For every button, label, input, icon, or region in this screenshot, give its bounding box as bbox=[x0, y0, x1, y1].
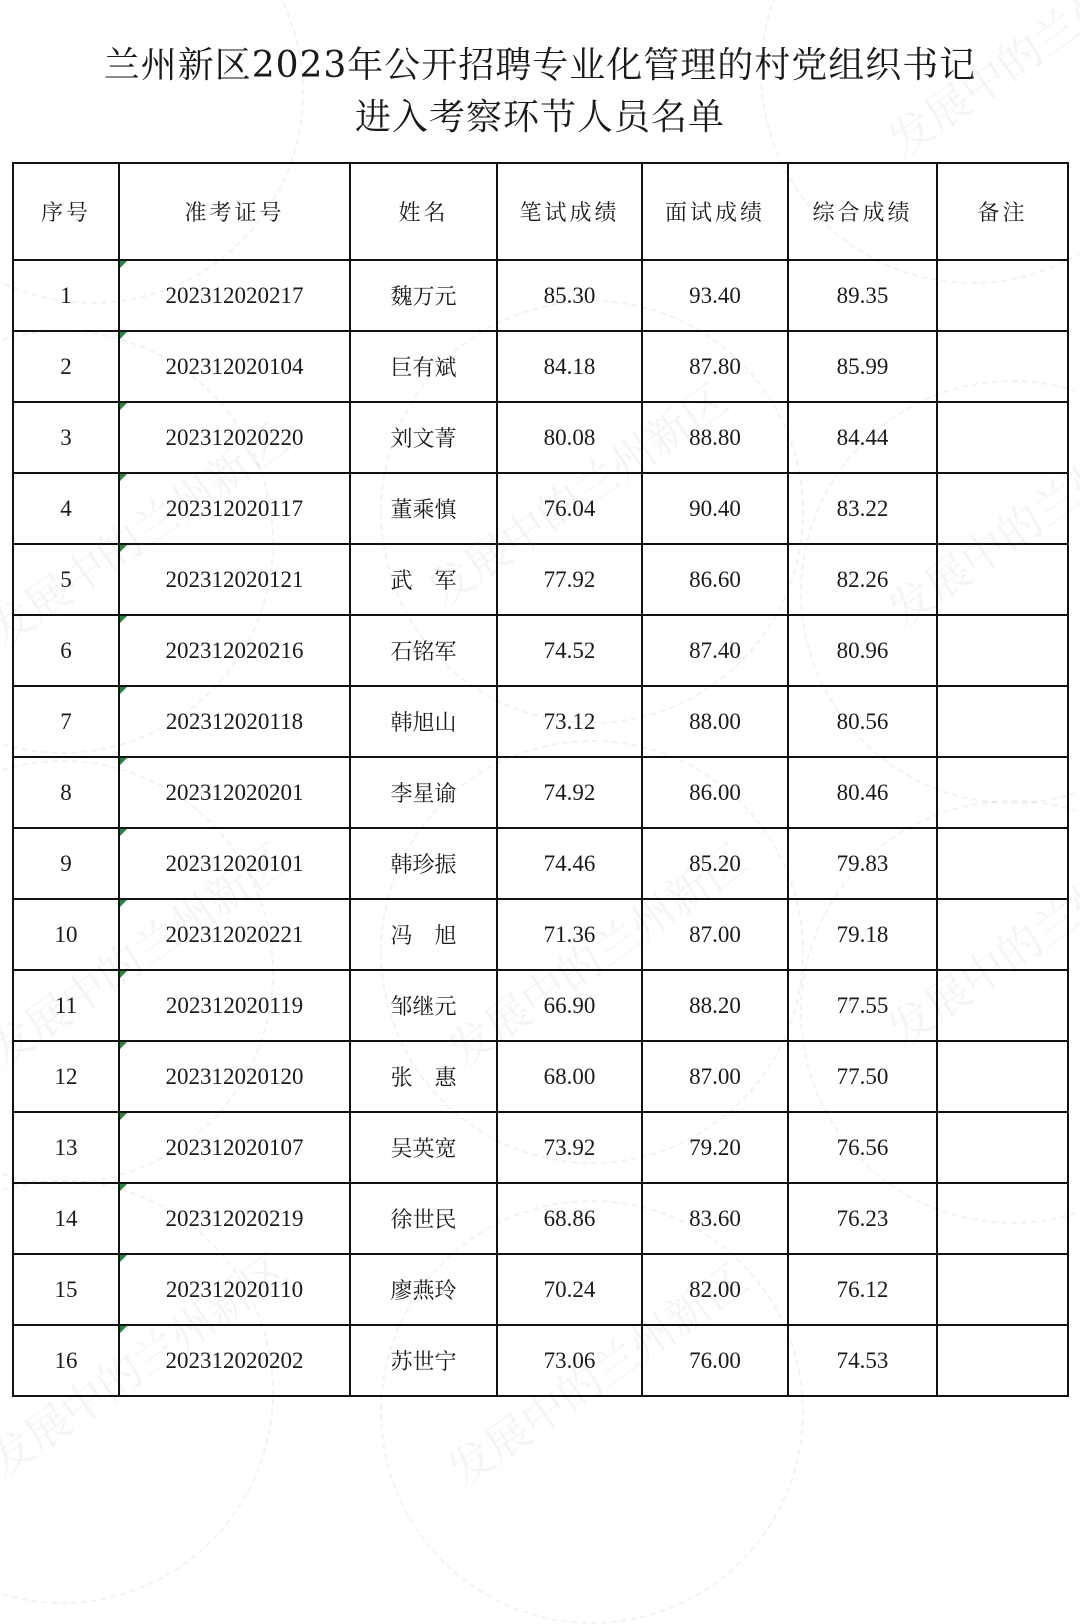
table-row bbox=[13, 1112, 1068, 1183]
cell-written-score: 73.12 bbox=[497, 686, 642, 757]
cell-index: 11 bbox=[13, 970, 119, 1041]
ticket-value: 202312020117 bbox=[165, 495, 304, 521]
cell-index: 1 bbox=[13, 260, 119, 331]
table-row bbox=[13, 260, 1068, 331]
cell-interview-score: 82.00 bbox=[642, 1254, 788, 1325]
cell-remark bbox=[937, 1041, 1068, 1112]
cell-interview-score: 83.60 bbox=[642, 1183, 788, 1254]
cell-total-score: 77.55 bbox=[788, 970, 937, 1041]
cell-interview-score: 87.00 bbox=[642, 1041, 788, 1112]
cell-total-score: 76.23 bbox=[788, 1183, 937, 1254]
cell-index: 2 bbox=[13, 331, 119, 402]
cell-index: 4 bbox=[13, 473, 119, 544]
cell-ticket bbox=[119, 331, 350, 402]
cell-interview-score: 90.40 bbox=[642, 473, 788, 544]
header-ticket: 准考证号 bbox=[119, 163, 350, 260]
cell-index: 16 bbox=[13, 1325, 119, 1396]
cell-written-score: 70.24 bbox=[497, 1254, 642, 1325]
cell-total-score: 83.22 bbox=[788, 473, 937, 544]
cell-name: 韩旭山 bbox=[350, 686, 497, 757]
cell-name: 廖燕玲 bbox=[350, 1254, 497, 1325]
cell-remark bbox=[937, 473, 1068, 544]
table-row bbox=[13, 473, 1068, 544]
cell-written-score: 73.06 bbox=[497, 1325, 642, 1396]
cell-ticket bbox=[119, 757, 350, 828]
cell-remark bbox=[937, 1254, 1068, 1325]
ticket-value: 202312020219 bbox=[165, 1205, 304, 1231]
table-row bbox=[13, 686, 1068, 757]
cell-ticket bbox=[119, 260, 350, 331]
cell-total-score: 82.26 bbox=[788, 544, 937, 615]
cell-remark bbox=[937, 686, 1068, 757]
title-line-1: 兰州新区2023年公开招聘专业化管理的村党组织书记 bbox=[103, 45, 977, 86]
cell-index: 15 bbox=[13, 1254, 119, 1325]
table-row bbox=[13, 828, 1068, 899]
cell-interview-score: 88.20 bbox=[642, 970, 788, 1041]
cell-marker-icon bbox=[120, 971, 127, 978]
cell-index: 13 bbox=[13, 1112, 119, 1183]
cell-ticket bbox=[119, 615, 350, 686]
cell-ticket bbox=[119, 828, 350, 899]
ticket-value: 202312020216 bbox=[165, 637, 304, 663]
cell-ticket bbox=[119, 686, 350, 757]
table-row bbox=[13, 615, 1068, 686]
cell-total-score: 79.18 bbox=[788, 899, 937, 970]
cell-written-score: 74.52 bbox=[497, 615, 642, 686]
cell-ticket bbox=[119, 970, 350, 1041]
cell-total-score: 79.83 bbox=[788, 828, 937, 899]
ticket-value: 202312020201 bbox=[165, 779, 304, 805]
cell-remark bbox=[937, 615, 1068, 686]
cell-ticket bbox=[119, 899, 350, 970]
cell-marker-icon bbox=[120, 687, 127, 694]
cell-remark bbox=[937, 544, 1068, 615]
table-row bbox=[13, 1325, 1068, 1396]
cell-index: 10 bbox=[13, 899, 119, 970]
cell-name: 徐世民 bbox=[350, 1183, 497, 1254]
ticket-value: 202312020104 bbox=[165, 353, 304, 379]
candidate-table bbox=[12, 162, 1069, 1397]
cell-remark bbox=[937, 331, 1068, 402]
cell-total-score: 80.96 bbox=[788, 615, 937, 686]
header-remark: 备注 bbox=[937, 163, 1068, 260]
cell-name: 董乘慎 bbox=[350, 473, 497, 544]
cell-name: 冯 旭 bbox=[350, 899, 497, 970]
cell-name: 巨有斌 bbox=[350, 331, 497, 402]
cell-written-score: 74.92 bbox=[497, 757, 642, 828]
cell-index: 7 bbox=[13, 686, 119, 757]
table-row bbox=[13, 899, 1068, 970]
cell-marker-icon bbox=[120, 1255, 127, 1262]
cell-total-score: 84.44 bbox=[788, 402, 937, 473]
table-row bbox=[13, 331, 1068, 402]
cell-written-score: 73.92 bbox=[497, 1112, 642, 1183]
cell-written-score: 76.04 bbox=[497, 473, 642, 544]
ticket-value: 202312020217 bbox=[165, 282, 304, 308]
table-row bbox=[13, 1254, 1068, 1325]
cell-marker-icon bbox=[120, 758, 127, 765]
ticket-value: 202312020107 bbox=[165, 1134, 304, 1160]
cell-total-score: 74.53 bbox=[788, 1325, 937, 1396]
cell-name: 吴英宽 bbox=[350, 1112, 497, 1183]
ticket-value: 202312020202 bbox=[165, 1347, 304, 1373]
cell-marker-icon bbox=[120, 1184, 127, 1191]
cell-name: 石铭军 bbox=[350, 615, 497, 686]
cell-written-score: 66.90 bbox=[497, 970, 642, 1041]
cell-interview-score: 88.80 bbox=[642, 402, 788, 473]
table-row bbox=[13, 970, 1068, 1041]
ticket-value: 202312020220 bbox=[165, 424, 304, 450]
cell-interview-score: 87.80 bbox=[642, 331, 788, 402]
header-index: 序号 bbox=[13, 163, 119, 260]
cell-remark bbox=[937, 828, 1068, 899]
cell-name: 张 惠 bbox=[350, 1041, 497, 1112]
cell-interview-score: 93.40 bbox=[642, 260, 788, 331]
title-line-2: 进入考察环节人员名单 bbox=[354, 97, 725, 138]
cell-interview-score: 85.20 bbox=[642, 828, 788, 899]
ticket-value: 202312020118 bbox=[165, 708, 304, 734]
cell-ticket bbox=[119, 544, 350, 615]
cell-name: 刘文菁 bbox=[350, 402, 497, 473]
cell-remark bbox=[937, 260, 1068, 331]
cell-marker-icon bbox=[120, 616, 127, 623]
cell-total-score: 76.56 bbox=[788, 1112, 937, 1183]
cell-marker-icon bbox=[120, 403, 127, 410]
cell-marker-icon bbox=[120, 332, 127, 339]
cell-interview-score: 86.60 bbox=[642, 544, 788, 615]
ticket-value: 202312020221 bbox=[165, 921, 304, 947]
cell-interview-score: 87.40 bbox=[642, 615, 788, 686]
cell-name: 韩珍振 bbox=[350, 828, 497, 899]
cell-marker-icon bbox=[120, 1113, 127, 1120]
cell-index: 3 bbox=[13, 402, 119, 473]
cell-remark bbox=[937, 757, 1068, 828]
cell-ticket bbox=[119, 402, 350, 473]
table-row bbox=[13, 544, 1068, 615]
table-row bbox=[13, 1183, 1068, 1254]
cell-marker-icon bbox=[120, 829, 127, 836]
header-name: 姓名 bbox=[350, 163, 497, 260]
cell-ticket bbox=[119, 1325, 350, 1396]
cell-written-score: 84.18 bbox=[497, 331, 642, 402]
cell-ticket bbox=[119, 1254, 350, 1325]
cell-total-score: 77.50 bbox=[788, 1041, 937, 1112]
cell-index: 8 bbox=[13, 757, 119, 828]
cell-name: 武 军 bbox=[350, 544, 497, 615]
cell-total-score: 89.35 bbox=[788, 260, 937, 331]
cell-remark bbox=[937, 1112, 1068, 1183]
cell-interview-score: 86.00 bbox=[642, 757, 788, 828]
cell-marker-icon bbox=[120, 1042, 127, 1049]
cell-ticket bbox=[119, 473, 350, 544]
cell-name: 苏世宁 bbox=[350, 1325, 497, 1396]
cell-remark bbox=[937, 1325, 1068, 1396]
cell-written-score: 77.92 bbox=[497, 544, 642, 615]
cell-index: 12 bbox=[13, 1041, 119, 1112]
cell-total-score: 76.12 bbox=[788, 1254, 937, 1325]
cell-marker-icon bbox=[120, 1326, 127, 1333]
cell-total-score: 80.46 bbox=[788, 757, 937, 828]
cell-interview-score: 79.20 bbox=[642, 1112, 788, 1183]
cell-total-score: 80.56 bbox=[788, 686, 937, 757]
header-written-score: 笔试成绩 bbox=[497, 163, 642, 260]
cell-total-score: 85.99 bbox=[788, 331, 937, 402]
cell-written-score: 85.30 bbox=[497, 260, 642, 331]
cell-name: 魏万元 bbox=[350, 260, 497, 331]
cell-remark bbox=[937, 1183, 1068, 1254]
ticket-value: 202312020119 bbox=[165, 992, 304, 1018]
cell-interview-score: 88.00 bbox=[642, 686, 788, 757]
cell-remark bbox=[937, 970, 1068, 1041]
cell-remark bbox=[937, 899, 1068, 970]
header-total-score: 综合成绩 bbox=[788, 163, 937, 260]
cell-interview-score: 87.00 bbox=[642, 899, 788, 970]
table-row bbox=[13, 1041, 1068, 1112]
cell-written-score: 68.86 bbox=[497, 1183, 642, 1254]
cell-ticket bbox=[119, 1183, 350, 1254]
cell-interview-score: 76.00 bbox=[642, 1325, 788, 1396]
document-title bbox=[0, 40, 1080, 144]
cell-remark bbox=[937, 402, 1068, 473]
ticket-value: 202312020121 bbox=[165, 566, 304, 592]
cell-marker-icon bbox=[120, 261, 127, 268]
cell-marker-icon bbox=[120, 474, 127, 481]
table-row bbox=[13, 402, 1068, 473]
table-row bbox=[13, 757, 1068, 828]
cell-written-score: 80.08 bbox=[497, 402, 642, 473]
ticket-value: 202312020101 bbox=[165, 850, 304, 876]
cell-index: 5 bbox=[13, 544, 119, 615]
cell-marker-icon bbox=[120, 900, 127, 907]
cell-written-score: 71.36 bbox=[497, 899, 642, 970]
cell-written-score: 68.00 bbox=[497, 1041, 642, 1112]
cell-ticket bbox=[119, 1112, 350, 1183]
cell-index: 9 bbox=[13, 828, 119, 899]
cell-ticket bbox=[119, 1041, 350, 1112]
cell-name: 李星谕 bbox=[350, 757, 497, 828]
cell-index: 14 bbox=[13, 1183, 119, 1254]
cell-index: 6 bbox=[13, 615, 119, 686]
cell-name: 邹继元 bbox=[350, 970, 497, 1041]
table-header-row bbox=[13, 163, 1068, 260]
ticket-value: 202312020120 bbox=[165, 1063, 304, 1089]
cell-marker-icon bbox=[120, 545, 127, 552]
ticket-value: 202312020110 bbox=[165, 1276, 304, 1302]
cell-written-score: 74.46 bbox=[497, 828, 642, 899]
header-interview-score: 面试成绩 bbox=[642, 163, 788, 260]
